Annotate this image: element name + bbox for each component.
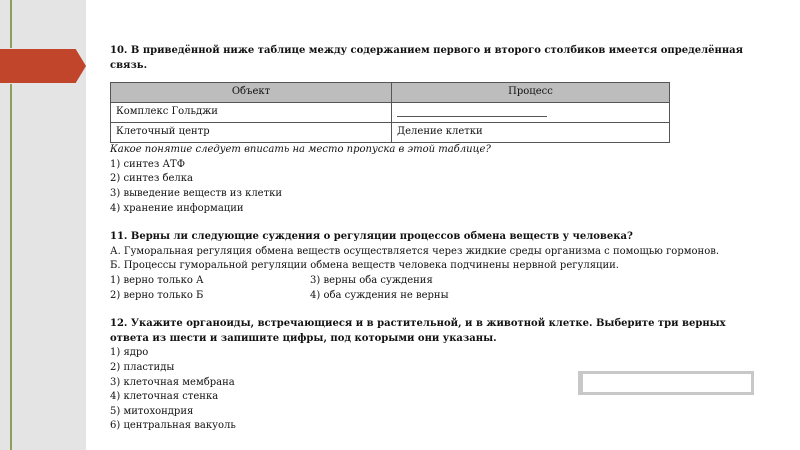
q12-option: 6) центральная вакуоль [110,420,236,432]
q10-option: 3) выведение веществ из клетки [110,187,283,199]
blank-line [397,106,547,117]
table-cell-blank [392,103,670,123]
q11-statement-a: А. Гуморальная регуляция обмена веществ осуществляется через жидкие среды организма с помощью гормонов. [110,245,720,257]
sidebar-stripe-bottom [10,84,12,450]
q10-option: 2) синтез белка [110,173,193,185]
q12-option: 5) митохондрия [110,405,194,417]
q11-option: 2) верно только Б [110,289,204,301]
answer-box-left-cell [583,374,667,392]
q11-option: 1) верно только А [110,274,204,286]
q10-prompt: Какое понятие следует вписать на место пропуска в этой таблице? [110,144,491,156]
q11-option: 4) оба суждения не верны [310,289,449,301]
sidebar-stripe-top [10,0,12,48]
q10-table [110,82,670,143]
table-header-object: Объект [111,83,392,103]
q11-options-row [110,274,750,289]
q10-option: 4) хранение информации [110,202,244,214]
answer-box-right-cell [667,374,751,392]
q12-option: 2) пластиды [110,361,175,373]
table-header-process: Процесс [392,83,670,103]
table-row [111,103,670,123]
q10-option: 1) синтез АТФ [110,158,185,170]
table-row [111,123,670,143]
q11-option: 3) верны оба суждения [310,274,433,286]
table-cell: Клеточный центр [111,123,392,143]
left-sidebar [0,0,86,450]
q12-option: 4) клеточная стенка [110,391,219,403]
table-cell: Комплекс Гольджи [111,103,392,123]
q12-option: 1) ядро [110,347,149,359]
q11-options-row [110,289,750,304]
q12-option: 3) клеточная мембрана [110,376,235,388]
q10-title: 10. В приведённой ниже таблице между содержанием первого и второго столбиков имеется определённая связь. [110,45,744,71]
q11-title: 11. Верны ли следующие суждения о регуляции процессов обмена веществ у человека? [110,231,633,243]
q12-title: 12. Укажите органоиды, встречающиеся и в растительной, и в животной клетке. Выберите три верных ответа из шести и запишите цифры, под которыми они указаны. [110,318,726,344]
table-cell: Деление клетки [392,123,670,143]
red-arrow-marker [0,49,86,83]
q11-statement-b: Б. Процессы гуморальной регуляции обмена веществ человека подчинены нервной регуляции. [110,260,619,272]
table-header-row [111,83,670,103]
